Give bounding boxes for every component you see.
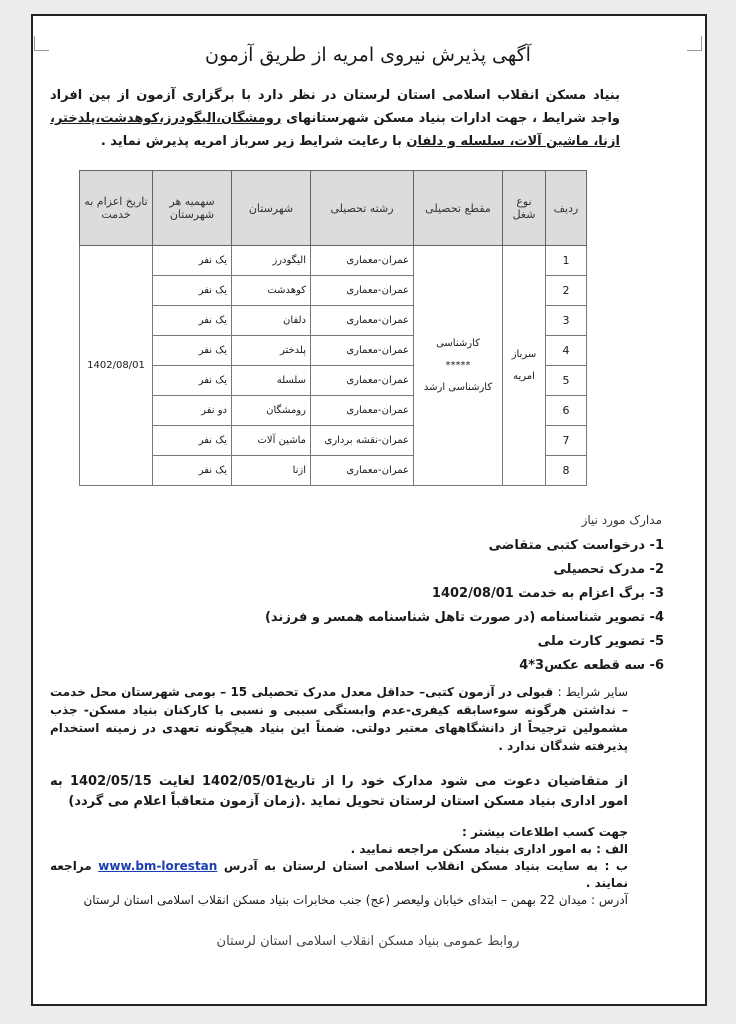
field-cell: عمران-معماری [311,396,414,426]
quota-cell: یک نفر [153,306,232,336]
list-item: 1- درخواست کتبی متقاضی [488,538,664,553]
row-number: 6 [546,396,587,426]
degree-master: کارشناسی ارشد [423,381,493,393]
invitation-paragraph: از متقاضیان دعوت می شود مدارک خود را از تاریخ1402/05/01 لغایت 1402/05/15 به امور اداری بنیاد مسکن استان لرستان تحویل نماید .(زمان آزمون متعاقباً اعلام می گردد) [50,774,628,809]
header-quota: سهمیه هر شهرستان [153,171,232,246]
header-city: شهرستان [232,171,311,246]
required-docs-heading: مدارک مورد نیاز [581,513,662,527]
list-item: 5- تصویر کارت ملی [537,634,664,649]
table-row [80,246,587,276]
header-row-number: ردیف [546,171,587,246]
quota-cell: دو نفر [153,396,232,426]
quota-cell: یک نفر [153,426,232,456]
intro-cities: رومشگان،الیگودرز،کوهدشت،پلدختر، ازنا، ماشین آلات، سلسله و دلفان [50,111,620,149]
field-cell: عمران-معماری [311,336,414,366]
header-field: رشته تحصیلی [311,171,414,246]
quota-cell: یک نفر [153,246,232,276]
row-number: 3 [546,306,587,336]
website-text-before: ب : به سایت بنیاد مسکن انقلاب اسلامی استان لرستان به آدرس [217,859,628,873]
quota-cell: یک نفر [153,336,232,366]
more-info-website [50,858,628,892]
city-cell: رومشگان [232,396,311,426]
document-title: آگهی پذیرش نیروی امریه از طریق آزمون [205,44,531,66]
header-job-type: نوع شغل [503,171,546,246]
row-number: 5 [546,366,587,396]
field-cell: عمران-معماری [311,456,414,486]
field-cell: عمران-معماری [311,276,414,306]
website-link[interactable]: www.bm-lorestan [98,859,218,873]
city-cell: دلفان [232,306,311,336]
list-item: 6- سه قطعه عکس3*4 [519,658,664,673]
quota-cell: یک نفر [153,366,232,396]
website-text-after: مراجعه نمایند . [50,859,628,890]
header-degree: مقطع تحصیلی [414,171,503,246]
intro-part2: با رعایت شرایط زیر سرباز امریه پذیرش نماید . [100,134,407,149]
other-conditions [50,683,628,755]
conditions-label: سایر شرایط : [557,685,628,699]
list-item: 2- مدرک تحصیلی [553,562,664,577]
city-cell: ماشین آلات [232,426,311,456]
city-cell: الیگودرز [232,246,311,276]
list-item: 3- برگ اعزام به خدمت 1402/08/01 [431,586,664,601]
public-relations-signature: روابط عمومی بنیاد مسکن انقلاب اسلامی استان لرستان [216,934,520,949]
header-dispatch-date: تاریخ اعزام به خدمت [80,171,153,246]
quota-cell: یک نفر [153,276,232,306]
more-info-heading: جهت کسب اطلاعات بیشتر : [462,825,628,839]
intro-part1: بنیاد مسکن انقلاب اسلامی استان لرستان در نظر دارد با برگزاری آزمون از بین افراد واجد شرایط ، جهت ادارات بنیاد مسکن شهرستانهای [50,88,620,126]
table-header-row [80,171,587,246]
row-number: 7 [546,426,587,456]
conditions-text: قبولی در آزمون کتبی– حداقل معدل مدرک تحصیلی 15 – بومی شهرستان محل خدمت – نداشتن هرگونه سوءسابقه کیفری-عدم وابستگی سببی و نسبی با کارکنان بنیاد مسکن- جذب مشمولین ترجیحاً از دانشگاههای معتبر دولتی. ضمناً این بنیاد هیچگونه تعهدی در زمینه استخدام پذیرفته شدگان ندارد . [50,685,628,753]
row-number: 4 [546,336,587,366]
city-cell: ازنا [232,456,311,486]
city-cell: سلسله [232,366,311,396]
more-info [50,824,628,909]
address-line: آدرس : میدان 22 بهمن – ابتدای خیابان ولیعصر (عج) جنب مخابرات بنیاد مسکن انقلاب اسلامی استان لرستان [83,893,628,907]
row-number: 8 [546,456,587,486]
dispatch-date-cell: 1402/08/01 [80,246,153,486]
more-info-office: الف : به امور اداری بنیاد مسکن مراجعه نمایید . [350,842,628,856]
quota-cell: یک نفر [153,456,232,486]
field-cell: عمران-معماری [311,366,414,396]
field-cell: عمران-نقشه برداری [311,426,414,456]
degree-bachelor: کارشناسی [436,337,480,349]
job-type-cell: سرباز امریه [503,246,546,486]
field-cell: عمران-معماری [311,306,414,336]
row-number: 2 [546,276,587,306]
required-docs-list [104,534,664,678]
row-number: 1 [546,246,587,276]
field-cell: عمران-معماری [311,246,414,276]
city-cell: کوهدشت [232,276,311,306]
positions-table [79,170,587,486]
intro-paragraph [50,84,620,153]
list-item: 4- تصویر شناسنامه (در صورت تاهل شناسنامه همسر و فرزند) [264,610,664,625]
degree-separator: ***** [445,359,471,371]
degree-cell [414,246,503,486]
city-cell: پلدختر [232,336,311,366]
